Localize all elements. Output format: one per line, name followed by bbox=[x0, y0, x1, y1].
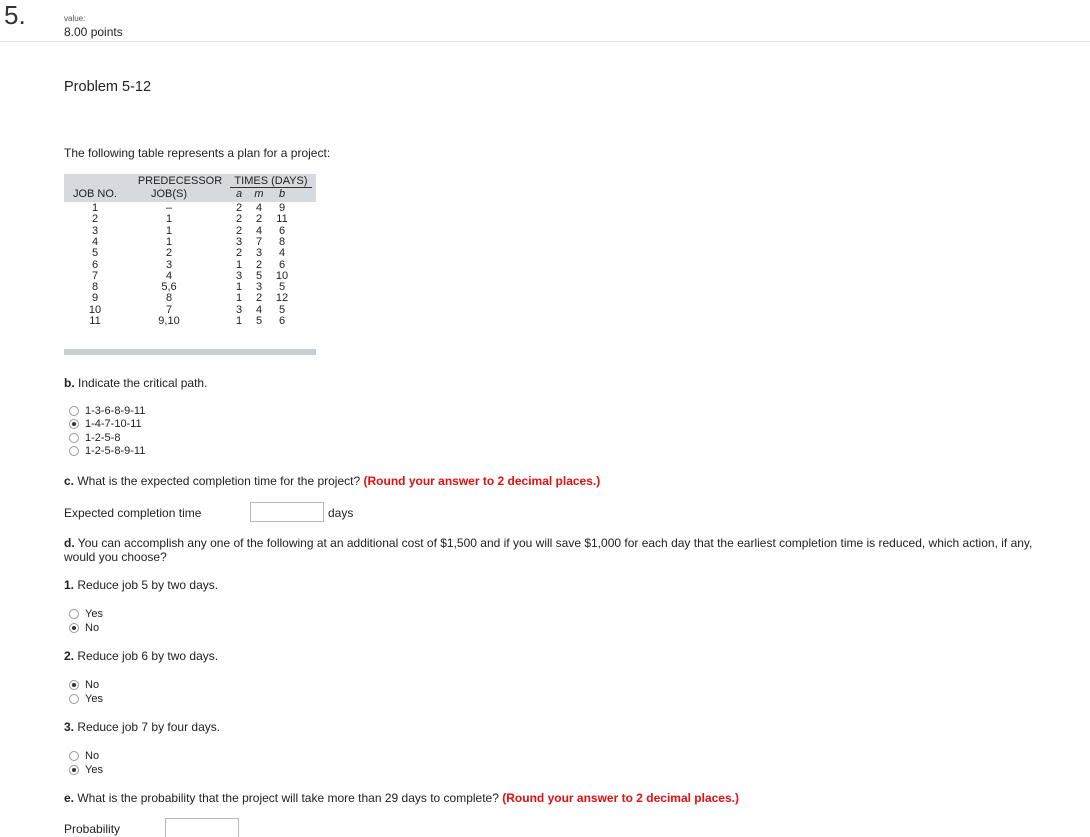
item-1-number: 1. bbox=[64, 578, 75, 592]
radio-option[interactable] bbox=[69, 445, 145, 458]
radio-label: Yes bbox=[85, 692, 103, 705]
radio-label: 1-2-5-8-9-11 bbox=[85, 445, 146, 457]
time-b-cell: 9 bbox=[278, 202, 286, 214]
item-1-prompt bbox=[64, 578, 218, 592]
job-no-cell: 2 bbox=[91, 213, 99, 226]
radio-label: No bbox=[85, 749, 100, 762]
radio-selected-icon[interactable] bbox=[69, 680, 79, 690]
time-a-cell: 3 bbox=[235, 235, 243, 248]
time-a-cell: 1 bbox=[235, 258, 243, 271]
predecessor-cell: 2 bbox=[165, 247, 173, 260]
time-a-cell: 2 bbox=[235, 202, 243, 214]
radio-option[interactable] bbox=[69, 678, 99, 691]
radio-label: 1-2-5-8 bbox=[85, 431, 121, 444]
header-divider bbox=[0, 41, 1090, 42]
time-m-cell: 3 bbox=[255, 281, 263, 294]
time-b-cell: 6 bbox=[278, 315, 286, 327]
time-a-cell: 3 bbox=[235, 303, 243, 316]
expected-time-input[interactable] bbox=[250, 502, 324, 522]
time-a-cell: 2 bbox=[235, 224, 243, 237]
time-a-cell: 3 bbox=[235, 269, 243, 282]
item-2-prompt bbox=[64, 649, 218, 663]
time-m-cell: 2 bbox=[255, 292, 263, 305]
predecessor-cell: – bbox=[165, 202, 173, 214]
time-m-cell: 4 bbox=[255, 224, 263, 237]
part-d-letter: d. bbox=[64, 536, 75, 550]
header-pred-jobs: JOB(S) bbox=[150, 188, 188, 200]
job-no-cell: 10 bbox=[88, 303, 102, 316]
radio-option[interactable] bbox=[69, 418, 142, 431]
radio-unselected-icon[interactable] bbox=[69, 694, 79, 704]
job-no-cell: 11 bbox=[89, 315, 101, 327]
probability-input[interactable] bbox=[165, 818, 239, 837]
job-no-cell: 5 bbox=[91, 247, 99, 260]
time-m-cell: 4 bbox=[255, 202, 263, 214]
predecessor-cell: 9,10 bbox=[158, 315, 180, 327]
table-header bbox=[64, 174, 316, 202]
header-m: m bbox=[254, 188, 264, 200]
time-m-cell: 2 bbox=[255, 213, 263, 226]
job-no-cell: 3 bbox=[91, 224, 99, 237]
value-label: value: bbox=[64, 14, 86, 23]
intro-text: The following table represents a plan for a project: bbox=[64, 146, 331, 160]
predecessor-cell: 4 bbox=[165, 269, 173, 282]
radio-unselected-icon[interactable] bbox=[69, 446, 79, 456]
points-value: 8.00 points bbox=[64, 25, 123, 39]
part-b-prompt bbox=[64, 376, 207, 390]
item-3-text: Reduce job 7 by four days. bbox=[74, 720, 221, 734]
time-a-cell: 2 bbox=[235, 213, 243, 226]
table-row bbox=[64, 260, 316, 271]
time-m-cell: 5 bbox=[255, 269, 263, 282]
time-m-cell: 7 bbox=[255, 235, 263, 248]
radio-selected-icon[interactable] bbox=[69, 765, 79, 775]
predecessor-cell: 1 bbox=[165, 235, 173, 248]
time-b-cell: 10 bbox=[275, 269, 289, 282]
predecessor-cell: 1 bbox=[165, 213, 173, 226]
job-no-cell: 7 bbox=[91, 269, 99, 282]
predecessor-cell: 1 bbox=[165, 224, 173, 237]
time-a-cell: 2 bbox=[235, 247, 243, 260]
item-3-number: 3. bbox=[64, 720, 75, 734]
job-no-cell: 8 bbox=[91, 281, 99, 294]
item-2-text: Reduce job 6 by two days. bbox=[74, 649, 219, 663]
radio-option[interactable] bbox=[69, 763, 103, 776]
radio-unselected-icon[interactable] bbox=[69, 609, 79, 619]
time-b-cell: 12 bbox=[275, 292, 289, 305]
table-row bbox=[64, 248, 316, 259]
time-b-cell: 8 bbox=[278, 235, 286, 248]
item-1-text: Reduce job 5 by two days. bbox=[74, 578, 219, 592]
part-e-letter: e. bbox=[64, 791, 75, 805]
time-b-cell: 6 bbox=[278, 224, 286, 237]
time-b-cell: 5 bbox=[278, 281, 286, 294]
radio-option[interactable] bbox=[69, 749, 99, 762]
part-c-prompt bbox=[64, 474, 600, 488]
time-a-cell: 1 bbox=[235, 315, 243, 327]
part-e-text: What is the probability that the project will take more than 29 days to complete? bbox=[74, 791, 503, 805]
radio-label: No bbox=[85, 621, 100, 634]
job-no-cell: 9 bbox=[91, 292, 99, 305]
time-m-cell: 2 bbox=[255, 258, 263, 271]
radio-option[interactable] bbox=[69, 621, 99, 634]
time-b-cell: 6 bbox=[278, 258, 286, 271]
radio-option[interactable] bbox=[69, 431, 120, 444]
days-unit: days bbox=[328, 506, 354, 520]
header-times: TIMES (DAYS) bbox=[230, 175, 312, 188]
part-c-round-note: (Round your answer to 2 decimal places.) bbox=[363, 474, 601, 488]
radio-label: 1-3-6-8-9-11 bbox=[85, 404, 146, 417]
table-footer-bar bbox=[64, 349, 316, 355]
part-d-text-2: would you choose? bbox=[64, 550, 167, 564]
item-2-number: 2. bbox=[64, 649, 75, 663]
table-row bbox=[64, 226, 316, 237]
table-row bbox=[64, 293, 316, 304]
part-e-round-note: (Round your answer to 2 decimal places.) bbox=[502, 791, 739, 805]
radio-unselected-icon[interactable] bbox=[69, 406, 79, 416]
probability-label: Probability bbox=[64, 822, 121, 836]
time-m-cell: 5 bbox=[255, 315, 263, 327]
radio-label: 1-4-7-10-11 bbox=[85, 418, 142, 430]
job-no-cell: 1 bbox=[91, 202, 99, 214]
radio-unselected-icon[interactable] bbox=[69, 433, 79, 443]
part-c-text: What is the expected completion time for the project? bbox=[74, 474, 364, 488]
header-b: b bbox=[278, 188, 286, 200]
time-m-cell: 4 bbox=[255, 303, 263, 316]
part-b-letter: b. bbox=[64, 376, 75, 390]
radio-option[interactable] bbox=[69, 607, 103, 620]
predecessor-cell: 5,6 bbox=[161, 281, 177, 294]
radio-label: Yes bbox=[85, 763, 103, 776]
predecessor-cell: 3 bbox=[165, 258, 173, 271]
predecessor-cell: 7 bbox=[165, 303, 173, 316]
radio-unselected-icon[interactable] bbox=[69, 751, 79, 761]
time-b-cell: 11 bbox=[276, 213, 288, 226]
table-row bbox=[64, 214, 316, 225]
time-b-cell: 4 bbox=[278, 247, 286, 260]
part-e-prompt bbox=[64, 791, 739, 805]
header-a: a bbox=[235, 188, 243, 200]
header-job-no: JOB NO. bbox=[72, 188, 117, 200]
radio-label: Yes bbox=[85, 607, 103, 620]
time-b-cell: 5 bbox=[278, 303, 286, 316]
table-row bbox=[64, 316, 316, 327]
project-plan-table bbox=[64, 174, 316, 356]
radio-selected-icon[interactable] bbox=[69, 623, 79, 633]
part-d-text-1: You can accomplish any one of the following at an additional cost of $1,500 and if you will save $1,000 for each day that the earliest completion time is reduced, which action, if any, bbox=[74, 536, 1033, 550]
problem-title: Problem 5-12 bbox=[64, 79, 152, 95]
time-m-cell: 3 bbox=[255, 247, 263, 260]
job-no-cell: 6 bbox=[91, 258, 99, 271]
part-c-letter: c. bbox=[64, 474, 75, 488]
radio-label: No bbox=[85, 678, 100, 691]
job-no-cell: 4 bbox=[91, 235, 99, 248]
time-a-cell: 1 bbox=[235, 281, 243, 294]
header-predecessor-top: PREDECESSOR bbox=[137, 175, 223, 187]
item-3-prompt bbox=[64, 720, 220, 734]
expected-time-label: Expected completion time bbox=[64, 506, 202, 520]
time-a-cell: 1 bbox=[235, 292, 243, 305]
radio-option[interactable] bbox=[69, 404, 145, 417]
question-number: 5. bbox=[4, 0, 26, 30]
radio-option[interactable] bbox=[69, 692, 103, 705]
part-d-prompt bbox=[64, 536, 1090, 550]
part-b-text: Indicate the critical path. bbox=[74, 376, 208, 390]
predecessor-cell: 8 bbox=[165, 292, 173, 305]
radio-selected-icon[interactable] bbox=[69, 419, 79, 429]
